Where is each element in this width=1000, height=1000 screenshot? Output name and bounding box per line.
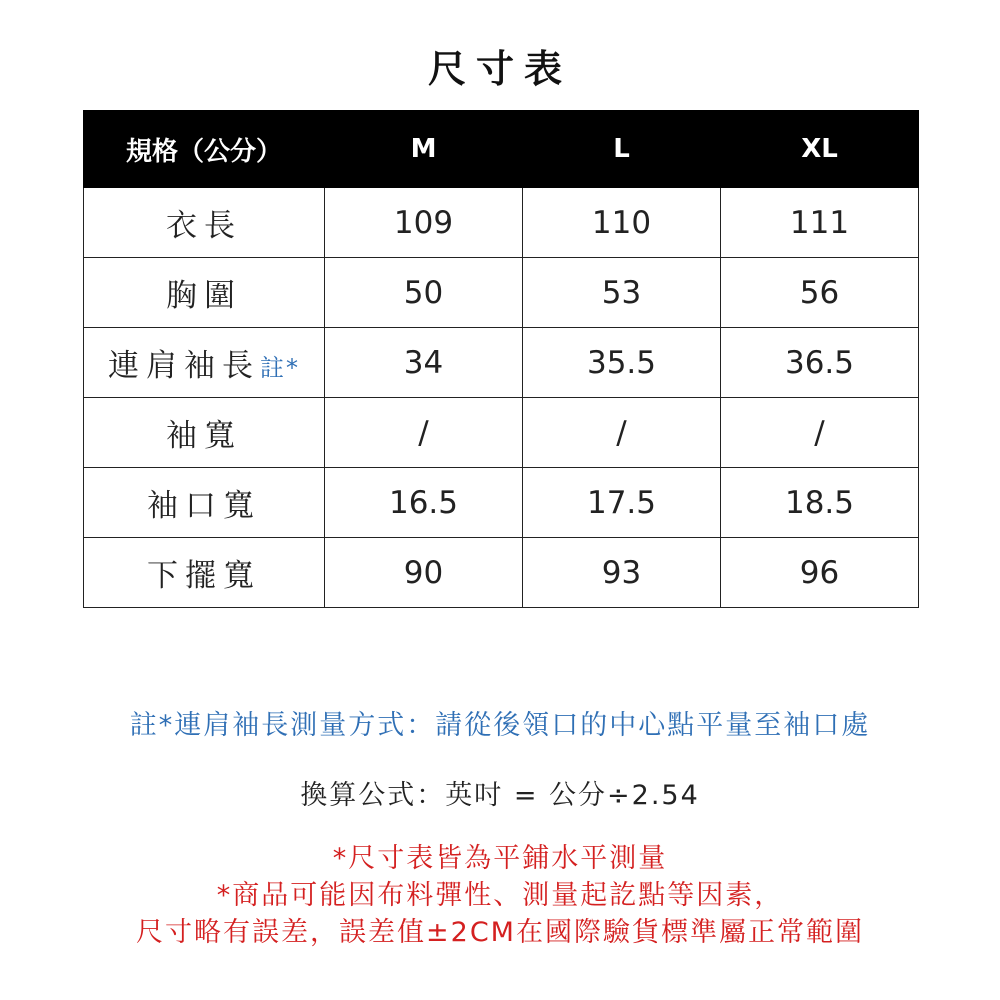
cell-value: 56 — [721, 258, 919, 328]
disclaimer-line: 尺寸略有誤差，誤差值±2CM在國際驗貨標準屬正常範圍 — [136, 917, 864, 948]
cell-value: 18.5 — [721, 468, 919, 538]
cell-value: 50 — [325, 258, 523, 328]
conversion-formula: 換算公式：英吋 = 公分÷2.54 — [300, 780, 700, 811]
cell-value: 35.5 — [523, 328, 721, 398]
cell-value: 93 — [523, 538, 721, 608]
row-label-note: 註* — [260, 354, 300, 382]
size-table-header — [84, 111, 919, 188]
row-label-chest: 胸圍 — [84, 258, 325, 328]
cell-value: / — [523, 398, 721, 468]
row-label-hem-width: 下擺寬 — [84, 538, 325, 608]
cell-value: 17.5 — [523, 468, 721, 538]
measurement-note: 註*連肩袖長測量方式：請從後領口的中心點平量至袖口處 — [129, 710, 871, 741]
table-row — [84, 188, 919, 258]
header-size-m: M — [325, 111, 523, 188]
cell-value: 36.5 — [721, 328, 919, 398]
cell-value: 34 — [325, 328, 523, 398]
header-spec: 規格（公分） — [84, 111, 325, 188]
table-row — [84, 398, 919, 468]
cell-value: 109 — [325, 188, 523, 258]
disclaimer-line: *商品可能因布料彈性、測量起訖點等因素， — [216, 880, 784, 911]
table-row — [84, 258, 919, 328]
row-label-text: 連肩袖長 — [108, 348, 260, 384]
row-label-length: 衣長 — [84, 188, 325, 258]
cell-value: / — [721, 398, 919, 468]
cell-value: 111 — [721, 188, 919, 258]
cell-value: 53 — [523, 258, 721, 328]
header-size-xl: XL — [721, 111, 919, 188]
cell-value: 16.5 — [325, 468, 523, 538]
cell-value: 90 — [325, 538, 523, 608]
size-table — [83, 110, 919, 608]
cell-value: / — [325, 398, 523, 468]
header-row — [84, 111, 919, 188]
disclaimer-line: *尺寸表皆為平鋪水平測量 — [332, 843, 668, 874]
cell-value: 96 — [721, 538, 919, 608]
table-row — [84, 538, 919, 608]
row-label-cuff-width: 袖口寬 — [84, 468, 325, 538]
table-row — [84, 328, 919, 398]
table-row — [84, 468, 919, 538]
disclaimer — [0, 840, 1000, 951]
row-label-sleeve-width: 袖寬 — [84, 398, 325, 468]
page-title: 尺寸表 — [427, 47, 572, 91]
header-size-l: L — [523, 111, 721, 188]
cell-value: 110 — [523, 188, 721, 258]
row-label-sleeve-length — [84, 328, 325, 398]
size-table-body — [84, 188, 919, 608]
